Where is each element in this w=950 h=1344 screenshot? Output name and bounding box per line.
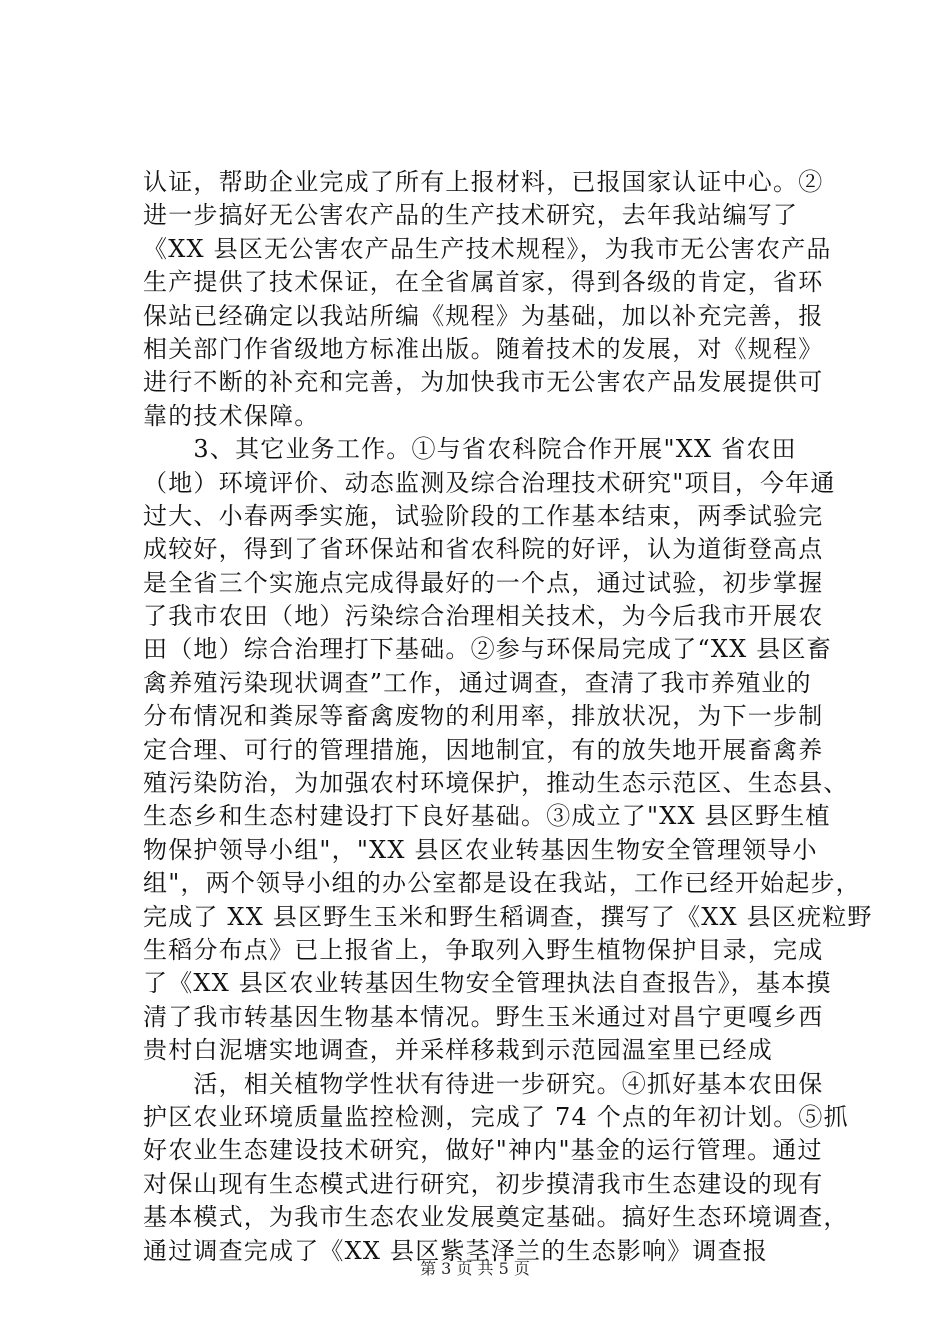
text-line: （地）环境评价、动态监测及综合治理技术研究"项目，今年通	[143, 468, 836, 497]
text-line: 好农业生态建设技术研究，做好"神内"基金的运行管理。通过	[143, 1136, 823, 1165]
text-line: 护区农业环境质量监控检测，完成了 74 个点的年初计划。⑤抓	[143, 1102, 849, 1131]
text-line: 物保护领导小组"，"XX 县区农业转基因生物安全管理领导小	[143, 835, 818, 864]
page-number-footer: 第 3 页 共 5 页	[420, 1259, 530, 1278]
text-line: 进行不断的补充和完善，为加快我市无公害农产品发展提供可	[143, 368, 824, 397]
text-line: 对保山现有生态模式进行研究，初步摸清我市生态建设的现有	[143, 1169, 824, 1198]
text-line: 过大、小春两季实施，试验阶段的工作基本结束，两季试验完	[143, 501, 824, 530]
text-line: 定合理、可行的管理措施，因地制宜，有的放失地开展畜禽养	[143, 735, 824, 764]
text-line: 组"，两个领导小组的办公室都是设在我站，工作已经开始起步，	[143, 869, 861, 898]
text-line: 殖污染防治，为加强农村环境保护，推动生态示范区、生态县、	[143, 769, 849, 798]
text-line: 通过调查完成了《XX 县区紫茎泽兰的生态影响》调查报	[143, 1236, 768, 1265]
text-line: 成较好，得到了省环保站和省农科院的好评，认为道街登高点	[143, 535, 824, 564]
text-line: 禽养殖污染现状调查”工作，通过调查，查清了我市养殖业的	[143, 668, 812, 697]
text-line: 是全省三个实施点完成得最好的一个点，通过试验，初步掌握	[143, 568, 824, 597]
text-line: 3、其它业务工作。①与省农科院合作开展"XX 省农田	[143, 435, 797, 464]
text-line: 基本模式，为我市生态农业发展奠定基础。搞好生态环境调查，	[143, 1203, 849, 1232]
text-line: 靠的技术保障。	[143, 401, 320, 430]
text-line: 生产提供了技术保证，在全省属首家，得到各级的肯定，省环	[143, 268, 824, 297]
text-line: 贵村白泥塘实地调查，并采样移栽到示范园温室里已经成	[143, 1036, 773, 1065]
text-line: 认证，帮助企业完成了所有上报材料，已报国家认证中心。②	[143, 168, 824, 196]
text-line: 活，相关植物学性状有待进一步研究。④抓好基本农田保	[143, 1069, 824, 1098]
text-line: 《XX 县区无公害农产品生产技术规程》，为我市无公害农产品	[143, 234, 832, 263]
text-line: 生稻分布点》已上报省上，争取列入野生植物保护目录，完成	[143, 935, 824, 964]
text-line: 生态乡和生态村建设打下良好基础。③成立了"XX 县区野生植	[143, 802, 831, 831]
text-line: 田（地）综合治理打下基础。②参与环保局完成了“XX 县区畜	[143, 635, 832, 664]
text-line: 分布情况和粪尿等畜禽废物的利用率，排放状况，为下一步制	[143, 702, 824, 731]
text-line: 相关部门作省级地方标准出版。随着技术的发展，对《规程》	[143, 334, 824, 363]
text-line: 清了我市转基因生物基本情况。野生玉米通过对昌宁更嘎乡西	[143, 1002, 824, 1031]
body-text	[143, 166, 873, 1268]
text-line: 了我市农田（地）污染综合治理相关技术，为今后我市开展农	[143, 602, 824, 631]
text-line: 进一步搞好无公害农产品的生产技术研究，去年我站编写了	[143, 201, 799, 230]
text-line: 了《XX 县区农业转基因生物安全管理执法自查报告》，基本摸	[143, 969, 832, 998]
text-line: 保站已经确定以我站所编《规程》为基础，加以补充完善，报	[143, 301, 824, 330]
text-line: 完成了 XX 县区野生玉米和野生稻调查，撰写了《XX 县区疣粒野	[143, 902, 873, 931]
